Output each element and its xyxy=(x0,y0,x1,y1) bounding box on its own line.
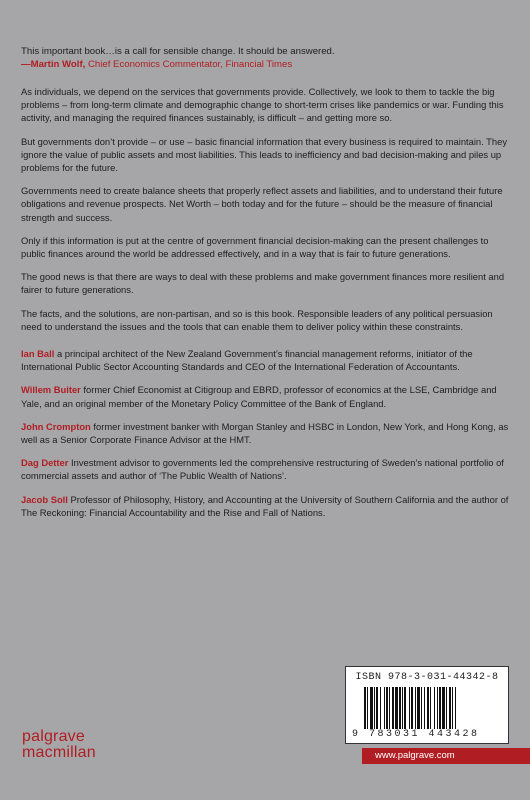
barcode-box xyxy=(345,666,509,744)
isbn-label: ISBN 978-3-031-44342-8 xyxy=(355,672,499,683)
quote-author-title: Chief Economics Commentator, Financial Times xyxy=(85,59,293,70)
author-description: a principal architect of the New Zealand Government’s financial management reforms, initiator of the International Public Sector Accounting Standards and CEO of the International Federation of Accountants. xyxy=(21,348,473,373)
author-name: Ian Ball xyxy=(21,348,55,360)
author-bio xyxy=(21,456,509,482)
author-bio xyxy=(21,347,509,373)
author-bio xyxy=(21,493,509,519)
author-name: Willem Buiter xyxy=(21,384,81,396)
quote-text: This important book…is a call for sensible change. It should be answered. xyxy=(21,46,335,57)
back-cover-text xyxy=(21,45,509,529)
publisher-url-bar xyxy=(362,748,530,764)
author-bio xyxy=(21,383,509,409)
blurb-paragraph: As individuals, we depend on the services that governments provide. Collectively, we look to them to tackle the big problems – from long-term climate and demographic change to short-term crises like pandemics or war. Funding this activity, and managing the required finances sustainably, is difficult – and getting more so. xyxy=(21,86,504,124)
author-description: former investment banker with Morgan Stanley and HSBC in London, New York, and Hong Kong, as well as a Senior Corporate Finance Advisor at the HMT. xyxy=(21,420,509,446)
publisher-logo xyxy=(22,729,96,761)
blurb-paragraph: The facts, and the solutions, are non-partisan, and so is this book. Responsible leaders of any political persuasion need to understand the issues and the tools that can enable them to deliver policy within these constraints. xyxy=(21,307,493,332)
barcode-icon xyxy=(364,687,492,729)
author-bios xyxy=(21,347,509,519)
logo-line-macmillan: macmillan xyxy=(22,744,96,761)
author-description: Professor of Philosophy, History, and Accounting at the University of Southern California and the author of The Reckoning: Financial Accountability and the Rise and Fall of Nations. xyxy=(21,493,509,518)
author-name: Jacob Soll xyxy=(21,493,68,505)
publisher-url: www.palgrave.com xyxy=(375,750,455,761)
blurb-paragraph: Governments need to create balance sheets that properly reflect assets and liabilities, and to understand their future obligations and revenue prospects. Net Worth – both today and for the future – should be the measure of financial strength and success. xyxy=(21,185,503,223)
blurb-paragraph: Only if this information is put at the centre of government financial decision-making can the present challenges to public finances around the world be addressed effectively, and in a way that is fair to future generations. xyxy=(21,234,489,260)
logo-line-palgrave: palgrave xyxy=(22,728,85,745)
author-name: Dag Detter xyxy=(21,457,69,469)
quote-attribution xyxy=(21,58,509,71)
author-description: former Chief Economist at Citigroup and EBRD, professor of economics at the LSE, Cambridge and Yale, and an original member of the Monetary Policy Committee of the Bank of England. xyxy=(21,384,497,409)
author-description: Investment advisor to governments led the comprehensive restructuring of Sweden’s national portfolio of commercial assets and author of ‘The Public Wealth of Nations’. xyxy=(21,457,504,482)
blurb-paragraph: But governments don’t provide – or use – basic financial information that every business is required to maintain. They ignore the value of public assets and most liabilities. This leads to inefficiency and bad decision-making and piles up problems for the future. xyxy=(21,135,508,174)
quote-author: —Martin Wolf, xyxy=(21,59,86,70)
barcode-number: 9 783031 443428 xyxy=(352,729,480,740)
author-name: John Crompton xyxy=(21,420,91,432)
author-bio xyxy=(21,420,509,446)
endorsement-quote xyxy=(21,45,509,71)
blurb-paragraph: The good news is that there are ways to deal with these problems and make government finances more resilient and fairer to future generations. xyxy=(21,271,505,296)
